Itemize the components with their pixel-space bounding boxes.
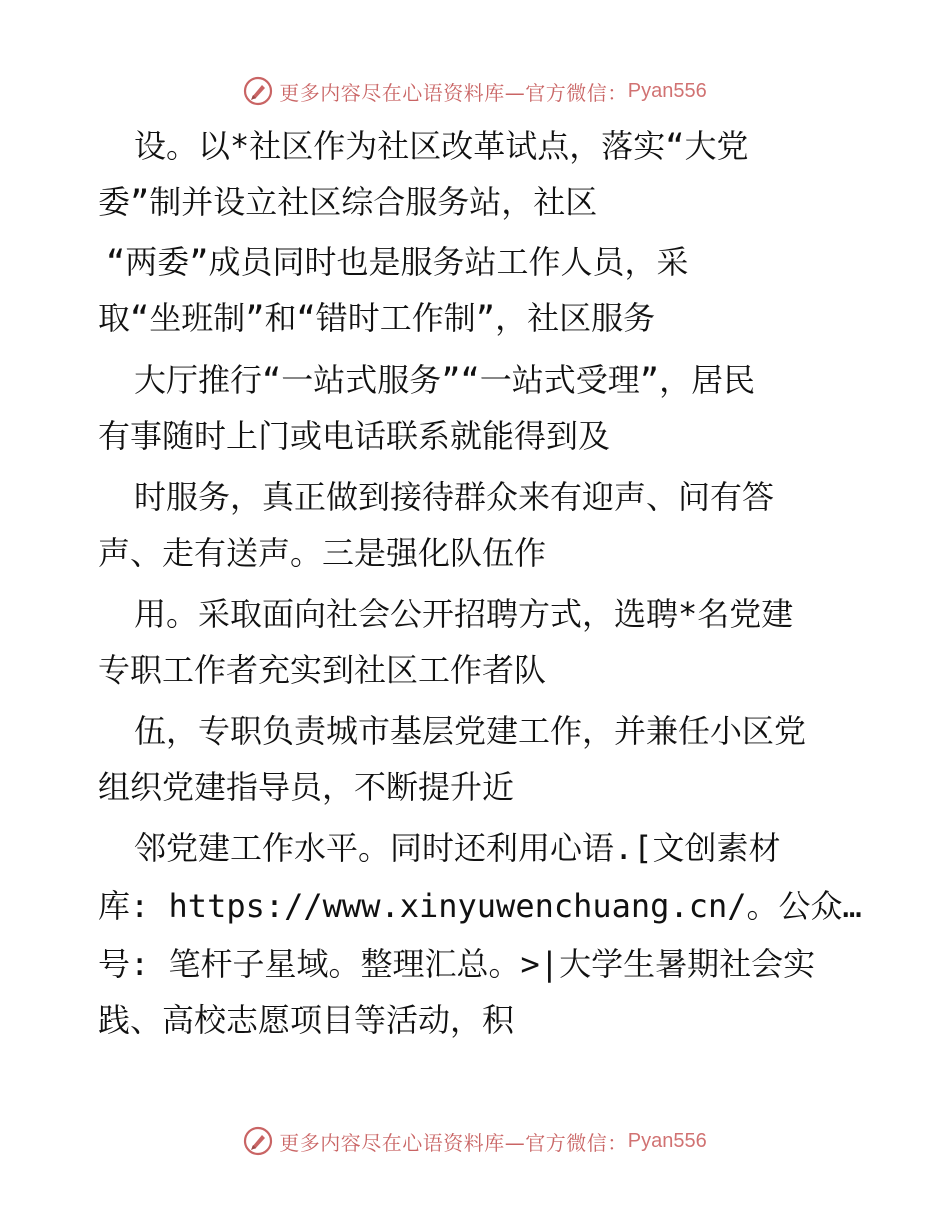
text-line: 用。采取面向社会公开招聘方式，选聘*名党建 bbox=[134, 595, 794, 633]
text-line: “两委”成员同时也是服务站工作人员，采 bbox=[106, 243, 689, 281]
text-line: 践、高校志愿项目等活动，积 bbox=[98, 1001, 515, 1039]
pen-logo-icon bbox=[243, 76, 273, 106]
header-watermark bbox=[0, 74, 950, 108]
text-line: 伍，专职负责城市基层党建工作，并兼任小区党 bbox=[134, 712, 807, 750]
pen-logo-icon bbox=[243, 1126, 273, 1156]
footer-watermark bbox=[0, 1124, 950, 1158]
text-line: 号: 笔杆子星域。整理汇总。>|大学生暑期社会实 bbox=[98, 945, 816, 983]
watermark-wechat-id: Pyan556 bbox=[627, 79, 707, 102]
text-line: 时服务，真正做到接待群众来有迎声、问有答 bbox=[134, 478, 775, 516]
text-line: 大厅推行“一站式服务”“一站式受理”，居民 bbox=[134, 361, 756, 399]
text-line: 取“坐班制”和“错时工作制”，社区服务 bbox=[98, 299, 656, 337]
watermark-text: 更多内容尽在心语资料库—官方微信： bbox=[279, 1130, 628, 1155]
text-line: 声、走有送声。三是强化队伍作 bbox=[98, 534, 547, 572]
text-line: 设。以*社区作为社区改革试点，落实“大党 bbox=[134, 127, 749, 165]
text-line: 有事随时上门或电话联系就能得到及 bbox=[98, 417, 611, 455]
watermark-wechat-id: Pyan556 bbox=[627, 1129, 707, 1152]
text-line: 委”制并设立社区综合服务站，社区 bbox=[98, 183, 598, 221]
text-line: 组织党建指导员，不断提升近 bbox=[98, 768, 515, 806]
text-line: 专职工作者充实到社区工作者队 bbox=[98, 651, 547, 689]
text-line: 邻党建工作水平。同时还利用心语.[文创素材 bbox=[134, 829, 781, 867]
watermark-text: 更多内容尽在心语资料库—官方微信： bbox=[279, 80, 628, 105]
text-line: 库: https://www.xinyuwenchuang.cn/。公众… bbox=[98, 887, 862, 925]
